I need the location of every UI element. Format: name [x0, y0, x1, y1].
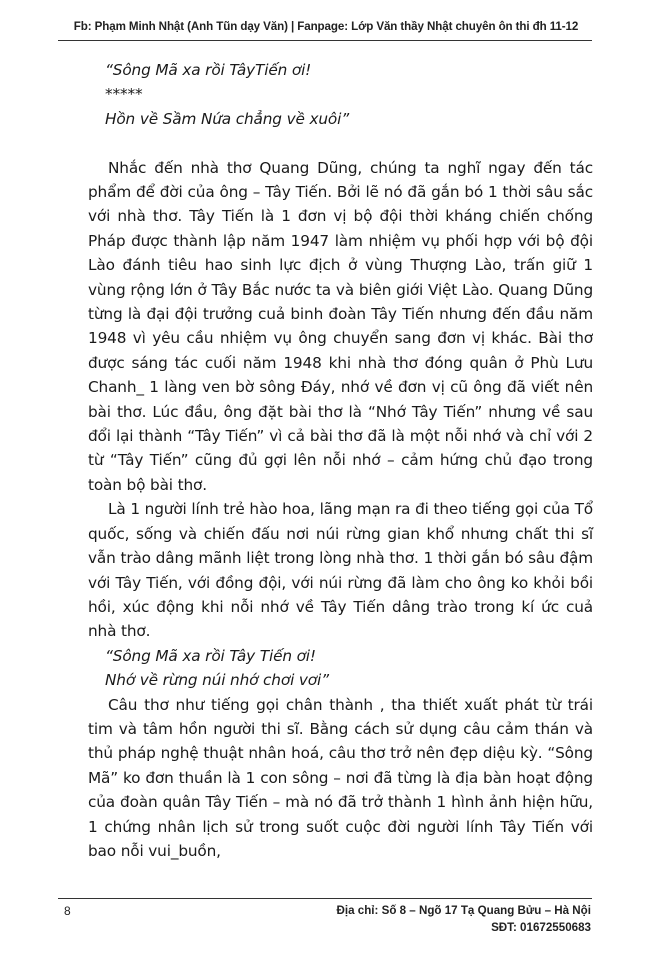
quote2-line2: Nhớ về rừng núi nhớ chơi vơi” — [105, 671, 329, 690]
document-body — [88, 58, 593, 863]
quote1-line1: “Sông Mã xa rồi TâyTiến ơi! — [105, 61, 312, 79]
quote1-line3: Hồn về Sầm Nứa chẳng về xuôi” — [105, 109, 349, 128]
footer-phone: SĐT: 01672550683 — [491, 921, 591, 934]
quote1-separator: ***** — [105, 85, 143, 104]
paragraph-intro: Nhắc đến nhà thơ Quang Dũng, chúng ta nghĩ ngay đến tác phẩm để đời của ông – Tây Tiến. Bởi lẽ nó đã gắn bó 1 thời sâu sắc với nhà thơ. Tây Tiến là 1 đơn vị bộ đội thời kháng chiến chống Pháp được thành lập năm 1947 làm nhiệm vụ phối hợp với bộ đội Lào đánh tiêu hao sinh lực địch ở vùng Thượng Lào, trấn giữ 1 vùng rộng lớn ở Tây Bắc nước ta và biên giới Việt Lào. Quang Dũng từng là đại đội trưởng cuả binh đoàn Tây Tiến nhưng đến đầu năm 1948 vì yêu cầu nhiệm vụ ông chuyển sang đơn vị khác. Bài thơ được sáng tác cuối năm 1948 khi nhà thơ đóng quân ở Phù Lưu Chanh_ 1 làng ven bờ sông Đáy, nhớ về đơn vị cũ ông đã viết nên bài thơ. Lúc đầu, ông đặt bài thơ là “Nhớ Tây Tiến” nhưng về sau đổi lại thành “Tây Tiến” vì cả bài thơ đã là một nỗi nhớ và chỉ với 2 từ “Tây Tiến” cũng đủ gợi lên nỗi nhớ – cảm hứng chủ đạo trong toàn bộ bài thơ. — [88, 158, 593, 494]
paragraph-analysis: Câu thơ như tiếng gọi chân thành , tha thiết xuất phát từ trái tim và tâm hồn người thi sĩ. Bằng cách sử dụng câu cảm thán và thủ pháp nghệ thuật nhân hoá, câu thơ trở nên đẹp diệu kỳ. “Sông Mã” ko đơn thuần là 1 con sông – nơi đã từng là địa bàn hoạt động của đoàn quân Tây Tiến – mà nó đã trở thành 1 hình ảnh hiện hữu, 1 chứng nhân lịch sử trong suốt cuộc đời người lính Tây Tiến với bao nỗi vui_buồn, — [88, 695, 593, 860]
header-divider — [58, 40, 592, 41]
footer-address: Địa chỉ: Số 8 – Ngõ 17 Tạ Quang Bửu – Hà Nội — [336, 904, 591, 917]
page-number: 8 — [64, 904, 71, 918]
quote2-line1: “Sông Mã xa rồi Tây Tiến ơi! — [105, 646, 316, 665]
footer-divider — [58, 898, 592, 899]
spacer — [88, 131, 593, 155]
page-header: Fb: Phạm Minh Nhật (Anh Tũn dạy Văn) | Fanpage: Lớp Văn thầy Nhật chuyên ôn thi đh 11-12 — [73, 20, 579, 33]
paragraph-soldier: Là 1 người lính trẻ hào hoa, lãng mạn ra đi theo tiếng gọi của Tổ quốc, sống và chiến đấu nơi núi rừng gian khổ nhưng chất thi sĩ vẫn trào dâng mãnh liệt trong lòng nhà thơ. 1 thời gắn bó sâu đậm với Tây Tiến, với đồng đội, với núi rừng đã làm cho ông ko khỏi bồi hồi, xúc động khi nỗi nhớ về Tây Tiến dâng trào trong kí ức cuả nhà thơ. — [88, 500, 593, 641]
